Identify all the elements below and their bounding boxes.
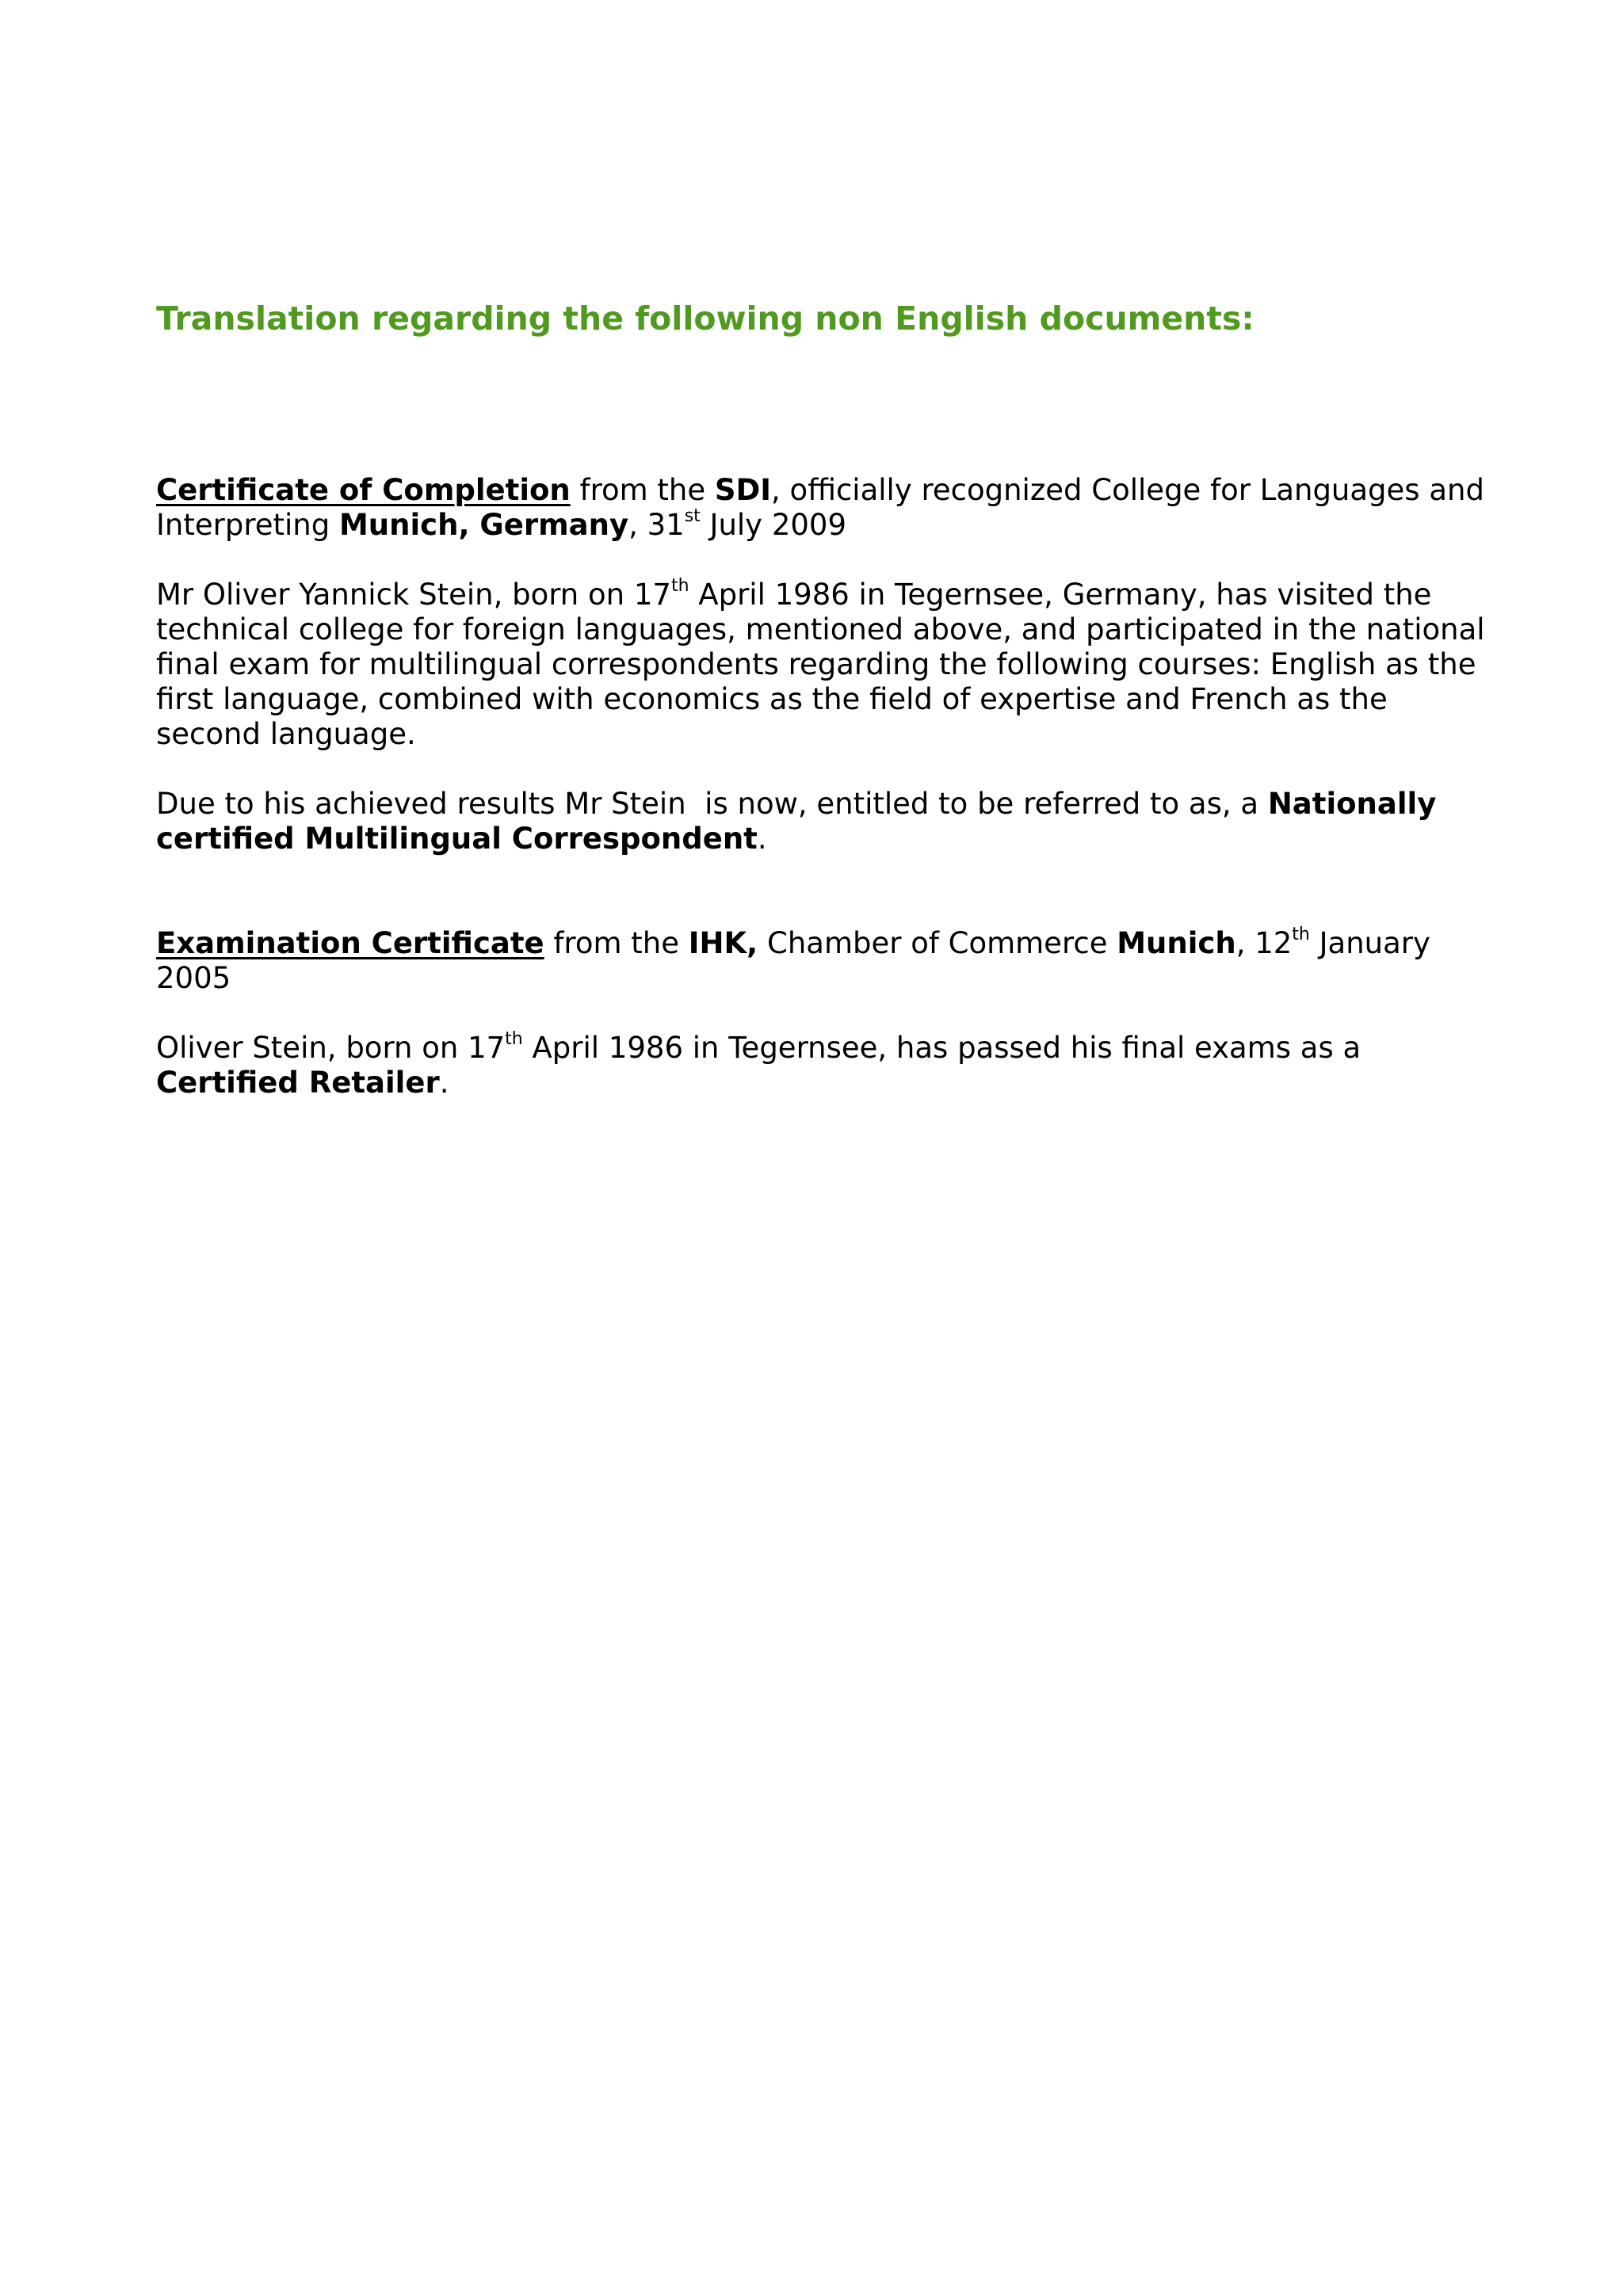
ihk-para-line-1 bbox=[156, 1031, 1503, 1066]
ihk-header-line-2: 2005 bbox=[156, 961, 231, 995]
sdi-para2-line-1 bbox=[156, 787, 1503, 822]
ihk-date-suffix: th bbox=[1292, 925, 1310, 944]
sdi-header-line-2 bbox=[156, 508, 1503, 543]
sdi-date-rest: July 2009 bbox=[700, 508, 847, 542]
ihk-header-line-1 bbox=[156, 926, 1503, 961]
document-heading: Translation regarding the following non English documents: bbox=[156, 299, 1254, 338]
ihk-para-l2-bold: Certified Retailer bbox=[156, 1066, 440, 1100]
ihk-para-line-2 bbox=[156, 1066, 1503, 1100]
ihk-para-l1-post: April 1986 in Tegernsee, has passed his final exams as a bbox=[522, 1031, 1361, 1065]
ihk-place: Munich bbox=[1117, 926, 1236, 960]
ihk-para-suffix: th bbox=[505, 1029, 523, 1049]
sdi-para1-line-3: final exam for multilingual correspondents regarding the following courses: English as the bbox=[156, 647, 1476, 681]
document-body bbox=[156, 473, 1503, 1100]
ihk-para-l1-pre: Oliver Stein, born on 17 bbox=[156, 1031, 506, 1065]
sdi-place: Munich, Germany bbox=[338, 508, 629, 542]
sdi-header-line-1 bbox=[156, 473, 1503, 508]
sdi-para2-l1-pre: Due to his achieved results Mr Stein is now, entitled to be referred to as, a bbox=[156, 787, 1268, 821]
ihk-certificate-title: Examination Certificate bbox=[156, 926, 544, 960]
sdi-para1-line-5: second language. bbox=[156, 717, 416, 751]
sdi-para1-line-1 bbox=[156, 578, 1503, 612]
ihk-date-rest: January bbox=[1309, 926, 1430, 960]
ihk-date-day: , 12 bbox=[1235, 926, 1293, 960]
sdi-para1-line-4: first language, combined with economics as the field of expertise and French as the bbox=[156, 682, 1388, 716]
ihk-chamber: Chamber of Commerce bbox=[758, 926, 1117, 960]
sdi-para2-l1-bold: Nationally bbox=[1267, 787, 1437, 821]
document-content bbox=[156, 295, 1503, 1100]
sdi-para2-l2-post: . bbox=[757, 822, 767, 856]
sdi-date-day: , 31 bbox=[628, 508, 685, 542]
sdi-para1-l1-pre: Mr Oliver Yannick Stein, born on 17 bbox=[156, 578, 671, 612]
ihk-from-the: from the bbox=[544, 926, 689, 960]
sdi-line1-rest: , officially recognized College for Languages and bbox=[771, 473, 1484, 507]
sdi-para1-line-2: technical college for foreign languages, mentioned above, and participated in the national bbox=[156, 612, 1485, 646]
sdi-para2-l2-bold: certified Multilingual Correspondent bbox=[156, 822, 758, 856]
ihk-org: IHK, bbox=[688, 926, 758, 960]
sdi-org: SDI bbox=[714, 473, 772, 507]
ihk-para-l2-post: . bbox=[439, 1066, 449, 1100]
sdi-line2-start: Interpreting bbox=[156, 508, 339, 542]
sdi-para1-l1-post: April 1986 in Tegernsee, Germany, has visited the bbox=[689, 578, 1432, 612]
sdi-para1-suffix: th bbox=[670, 576, 689, 596]
sdi-from-the: from the bbox=[570, 473, 715, 507]
sdi-para2-line-2 bbox=[156, 822, 1503, 856]
sdi-certificate-title: Certificate of Completion bbox=[156, 473, 571, 507]
sdi-date-suffix: st bbox=[684, 506, 701, 526]
